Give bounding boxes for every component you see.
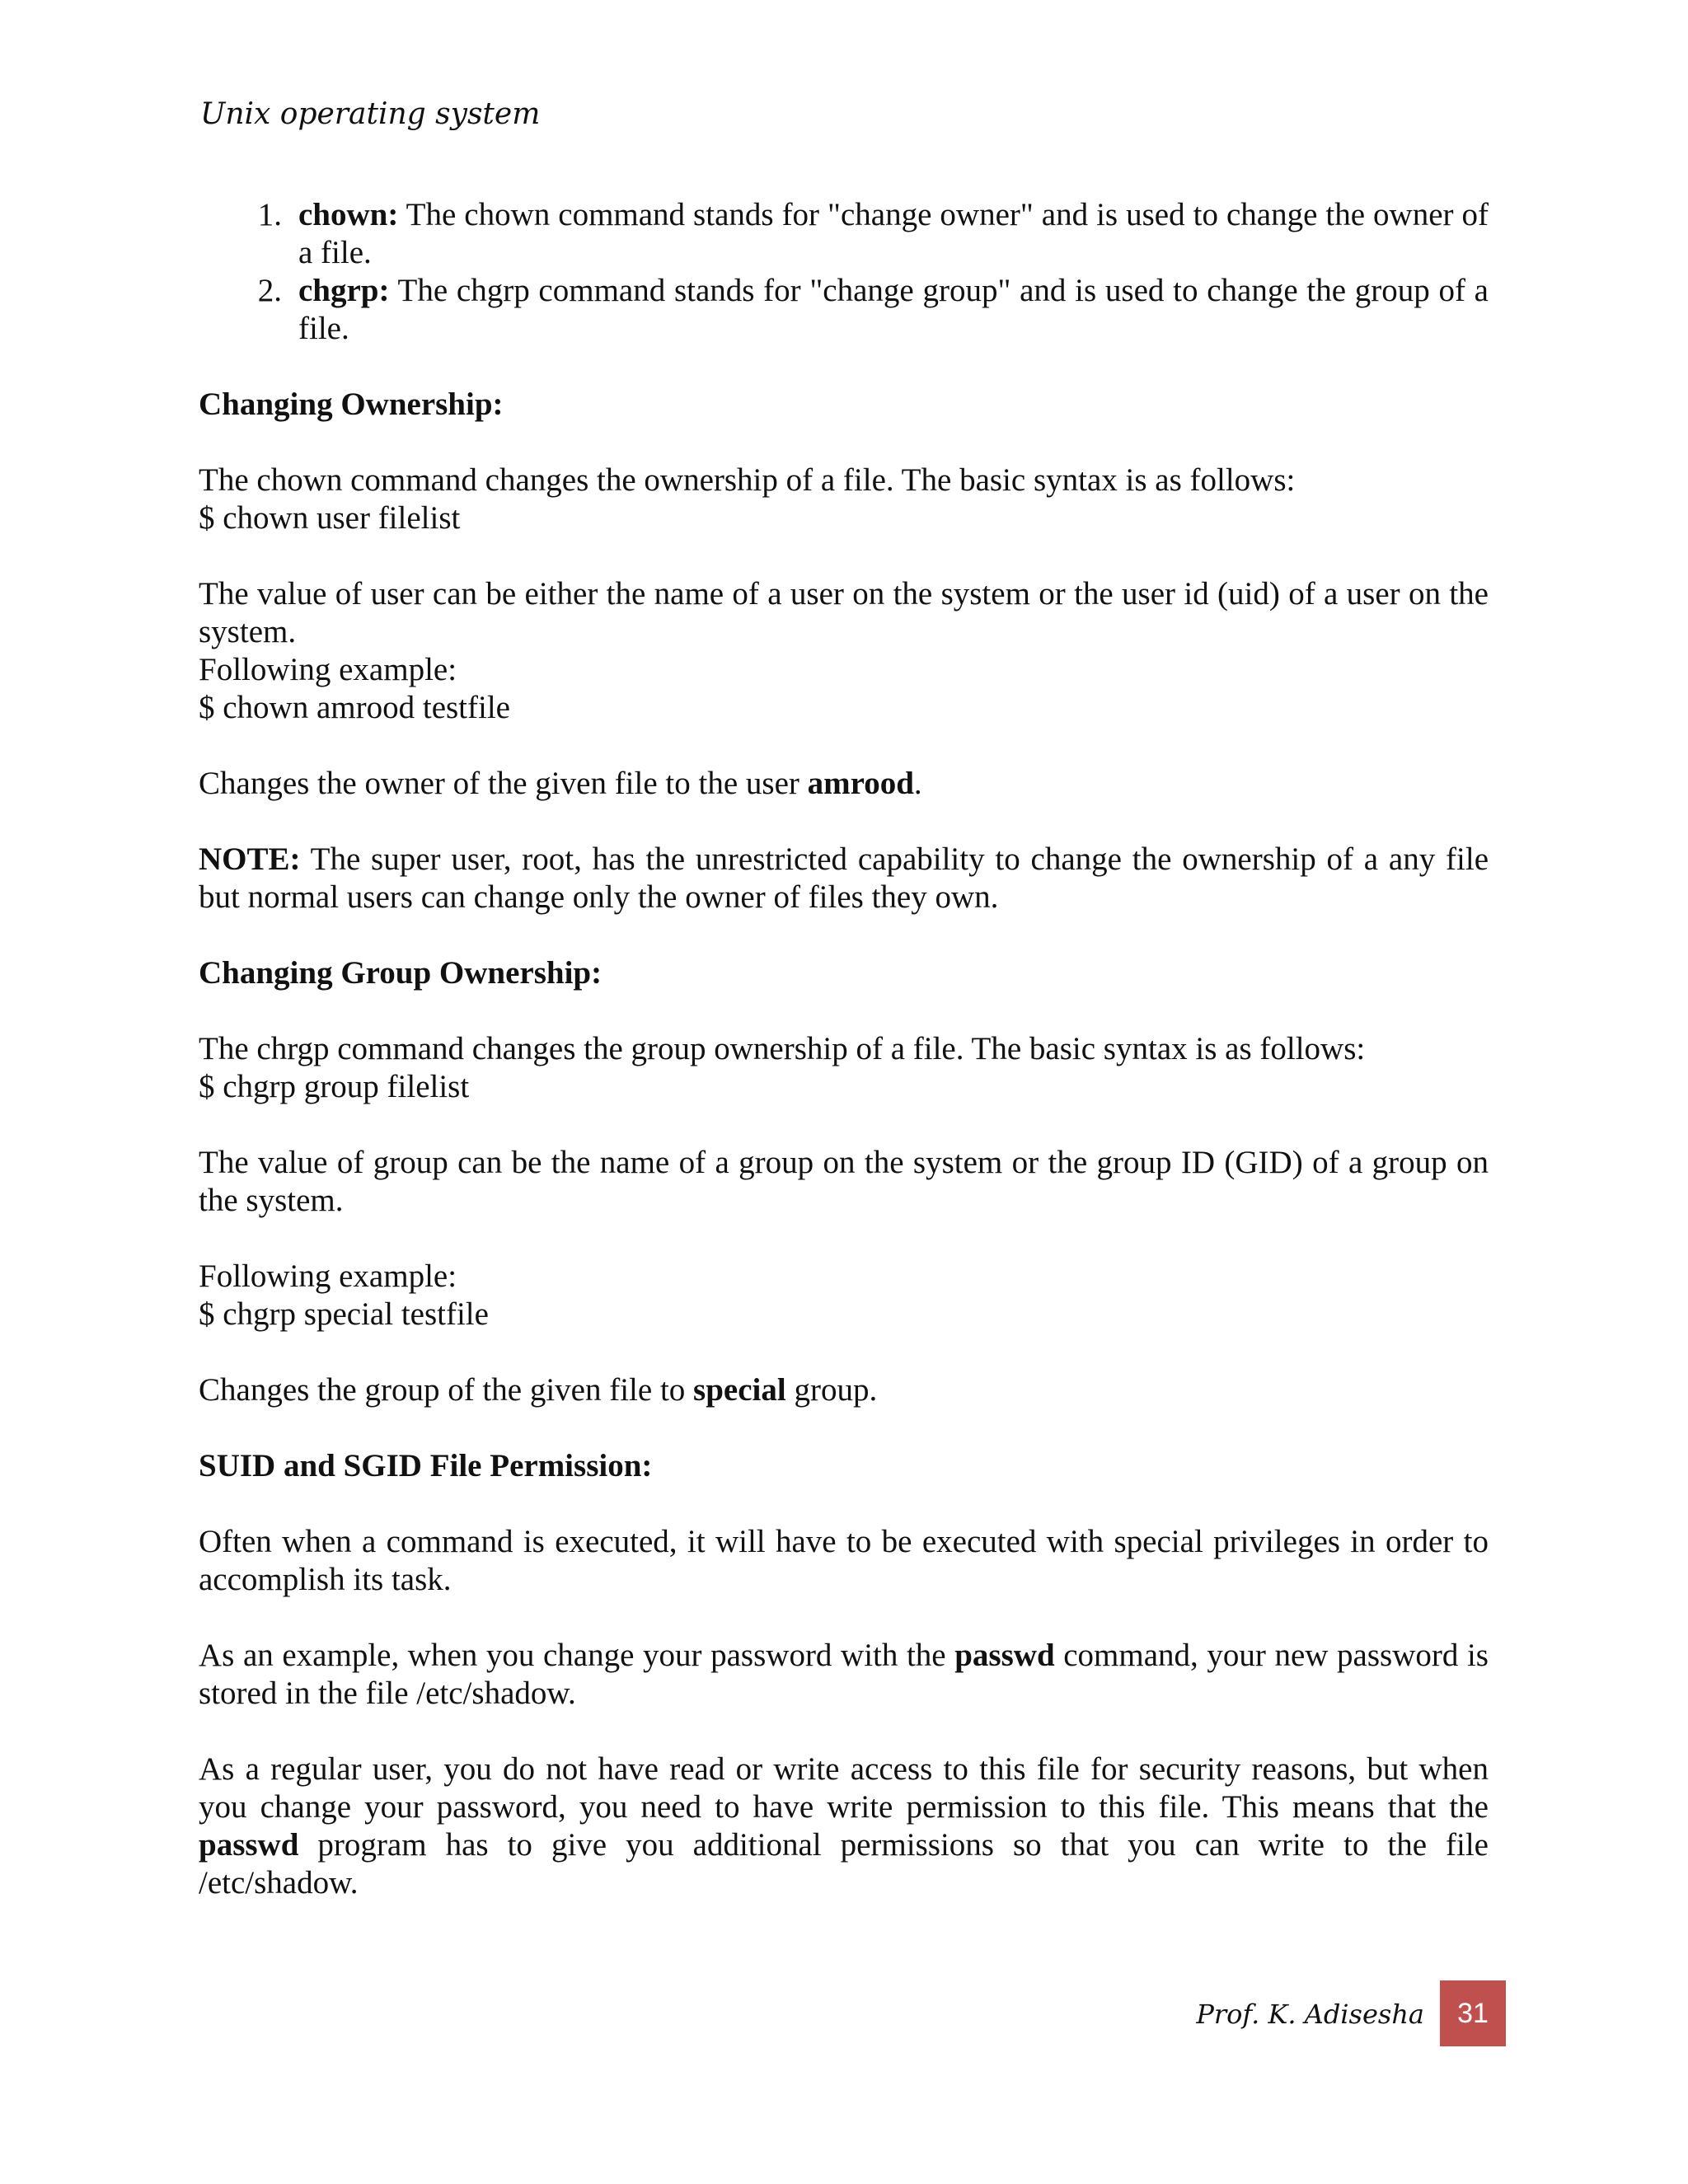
list-body: [298, 272, 1489, 348]
paragraph: The chrgp command changes the group ownership of a file. The basic syntax is as follows:: [199, 1031, 1366, 1066]
note-paragraph: NOTE: The super user, root, has the unrestricted capability to change the ownership of a any file but normal users can change only the owner of files they own.: [199, 841, 1489, 915]
example-label: Following example:: [199, 1258, 457, 1294]
paragraph: The value of user can be either the name of a user on the system or the user id (uid) of a user on the system.: [199, 576, 1489, 649]
paragraph: The chown command changes the ownership of a file. The basic syntax is as follows:: [199, 462, 1296, 498]
emphasis: passwd: [199, 1827, 299, 1863]
list-text: The chgrp command stands for "change group" and is used to change the group of a file.: [298, 273, 1489, 346]
emphasis: special: [693, 1372, 786, 1408]
footer-author: Prof. K. Adisesha: [1196, 1999, 1424, 2030]
section-heading-suid-sgid: SUID and SGID File Permission:: [199, 1448, 653, 1483]
command-example: $ chgrp special testfile: [199, 1296, 489, 1332]
page-number-badge: 31: [1440, 1980, 1506, 2046]
note-label: NOTE:: [199, 841, 301, 877]
emphasis: passwd: [954, 1638, 1055, 1673]
command-example: $ chown amrood testfile: [199, 690, 510, 725]
example-label: Following example:: [199, 652, 457, 687]
list-item: [199, 196, 1489, 272]
paragraph: Changes the group of the given file to special group.: [199, 1372, 878, 1408]
list-item: [199, 272, 1489, 348]
section-heading-group-ownership: Changing Group Ownership:: [199, 955, 603, 991]
paragraph: As a regular user, you do not have read or write access to this file for security reasons, but when you change your password, you need to have write permission to this file. This means that the passwd program has to give you additional permissions so that you can write to the file /etc/shadow.: [199, 1751, 1489, 1900]
paragraph: The value of group can be the name of a group on the system or the group ID (GID) of a group on the system.: [199, 1145, 1489, 1218]
command-example: $ chgrp group filelist: [199, 1069, 470, 1104]
running-header: Unix operating system: [200, 97, 541, 131]
command-example: $ chown user filelist: [199, 500, 461, 536]
list-number: 1.: [257, 197, 282, 232]
list-term: chgrp:: [298, 273, 390, 308]
list-body: [298, 196, 1489, 272]
page-content: [199, 196, 1489, 1902]
emphasis: amrood: [807, 766, 914, 801]
paragraph: Often when a command is executed, it will have to be executed with special privileges in order to accomplish its task.: [199, 1524, 1489, 1597]
list-text: The chown command stands for "change owner" and is used to change the owner of a file.: [298, 197, 1489, 270]
section-heading-ownership: Changing Ownership:: [199, 387, 504, 422]
paragraph: As an example, when you change your password with the passwd command, your new password is stored in the file /etc/shadow.: [199, 1638, 1489, 1711]
list-number: 2.: [257, 273, 282, 308]
paragraph: Changes the owner of the given file to the user amrood.: [199, 766, 922, 801]
list-term: chown:: [298, 197, 399, 232]
command-list: [199, 196, 1489, 348]
